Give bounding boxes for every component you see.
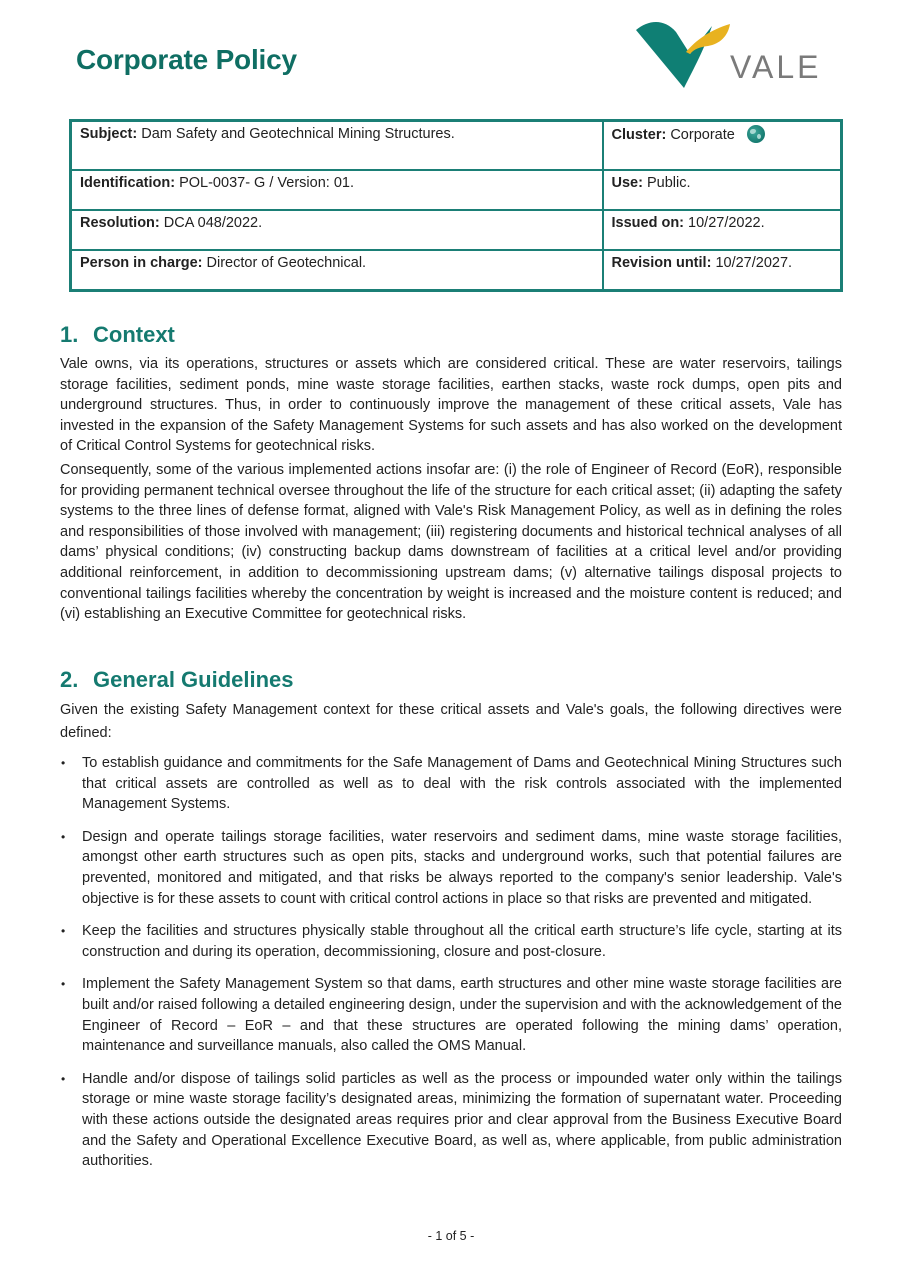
cluster-cell [603, 121, 842, 170]
identification-value: POL-0037- G / Version: 01. [179, 174, 354, 191]
use-label: Use: [611, 174, 643, 191]
list-item [60, 1069, 842, 1172]
list-item-text: To establish guidance and commitments for the Safe Management of Dams and Geotechnical Mining Structures such that critical assets are controlled as well as to deal with the risk controls associated with the implemented Management Systems. [82, 755, 842, 813]
list-item-text: Handle and/or dispose of tailings solid particles as well as the process or impounded water only within the tailings storage or mine waste storage facility’s designated areas, minimizing the formation of supernatant water. Proceeding with these actions outside the designated areas requires prior and clear approval from the Business Executive Board and the Safety and Operational Excellence Executive Board, as well as, where applicable, from public administration authorities. [82, 1070, 842, 1170]
page-number: - 1 of 5 - [427, 1229, 475, 1243]
list-item-text: Keep the facilities and structures physically stable throughout all the critical earth structure’s life cycle, starting at its construction and during its operation, decommissioning, closure and post-closure. [82, 923, 842, 960]
person-label: Person in charge: [80, 254, 203, 271]
paragraph: Given the existing Safety Management context for these critical assets and Vale's goals, the following directives were defined: [60, 702, 842, 741]
bullet-icon: • [61, 829, 66, 844]
svg-text:VALE: VALE [730, 49, 822, 85]
cluster-value: Corporate [670, 127, 735, 143]
person-value: Director of Geotechnical. [206, 254, 367, 271]
revision-label: Revision until: [611, 254, 712, 271]
issued-cell [603, 210, 842, 250]
subject-label: Subject: [80, 126, 138, 142]
bullet-icon: • [61, 977, 66, 992]
section-heading [60, 667, 842, 693]
section-heading [60, 322, 842, 348]
vale-logo-icon [634, 16, 824, 92]
identification-cell [71, 170, 603, 210]
paragraph: Consequently, some of the various implemented actions insofar are: (i) the role of Engineer of Record (EoR), responsible for providing permanent technical oversee throughout the life of the structure for each critical asset; (ii) adapting the safety systems to the three lines of defense format, aligned with Vale's Risk Management Policy, as well as in defining the roles and responsibilities of those involved with management; (iii) registering documents and historical technical analyses of all dams’ physical conditions; (iv) constructing backup dams downstream of facilities at a critical level and/or providing additional reinforcement, in addition to decommissioning upstream dams; (v) alternative tailings disposal projects to conventional tailings facilities whereby the concentration by weight is increased and the moisture content is reduced; and (vi) establishing an Executive Committee for geotechnical risks. [60, 461, 842, 623]
resolution-value: DCA 048/2022. [163, 214, 263, 231]
table-row [71, 250, 842, 291]
revision-cell [603, 250, 842, 291]
issued-value: 10/27/2022. [688, 214, 765, 231]
resolution-cell [71, 210, 603, 250]
cluster-label: Cluster: [611, 127, 667, 143]
list-item [60, 921, 842, 962]
identification-label: Identification: [80, 174, 176, 191]
vale-logo [634, 16, 824, 92]
paragraph: Vale owns, via its operations, structures or assets which are considered critical. These are water reservoirs, tailings storage facilities, sediment ponds, mine waste storage facilities, earthen stacks, waste rock dumps, open pits and underground structures. Thus, in order to continuously improve the management of these critical assets, Vale has invested in the expansion of the Safety Management Systems for such assets and has also worked on the development of Critical Control Systems for geotechnical risks. [60, 356, 842, 455]
table-row [71, 210, 842, 250]
section-number: 2. [60, 667, 79, 692]
use-value: Public. [646, 174, 691, 191]
bullet-icon: • [61, 1071, 66, 1086]
subject-cell [71, 121, 603, 170]
list-item [60, 974, 842, 1056]
issued-label: Issued on: [611, 214, 685, 231]
resolution-label: Resolution: [80, 214, 160, 231]
revision-value: 10/27/2027. [715, 254, 793, 271]
section-number: 1. [60, 322, 79, 347]
table-row [71, 170, 842, 210]
page-title: Corporate Policy [76, 44, 297, 75]
section-general-guidelines [60, 667, 842, 1184]
list-item [60, 827, 842, 909]
table-row [71, 121, 842, 170]
bullet-icon: • [61, 924, 66, 939]
section-title: Context [93, 322, 175, 347]
section-context [60, 322, 842, 628]
use-cell [603, 170, 842, 210]
list-item-text: Design and operate tailings storage facilities, water reservoirs and sediment dams, mine waste storage facilities, amongst other earth structures such as open pits, stacks and underground works, such that potential failures are prevented, monitored and mitigated, and that risks be always reported to the company's senior leadership. Vale's objective is for these assets to count with critical control actions in place so that risks are prevented and mitigated. [82, 828, 842, 907]
section-title: General Guidelines [93, 667, 294, 692]
subject-value: Dam Safety and Geotechnical Mining Structures. [141, 126, 455, 142]
policy-metadata-table [69, 119, 843, 292]
guidelines-list [60, 753, 842, 1172]
list-item [60, 753, 842, 815]
globe-icon [747, 125, 765, 143]
list-item-text: Implement the Safety Management System so that dams, earth structures and other mine waste storage facilities are built and/or raised following a detailed engineering design, under the supervision and with the acknowledgement of the Engineer of Record – EoR – and that these structures are operated following the mining dams’ operation, maintenance and surveillance manuals, also called the OMS Manual. [82, 976, 842, 1055]
person-in-charge-cell [71, 250, 603, 291]
bullet-icon: • [61, 756, 66, 770]
